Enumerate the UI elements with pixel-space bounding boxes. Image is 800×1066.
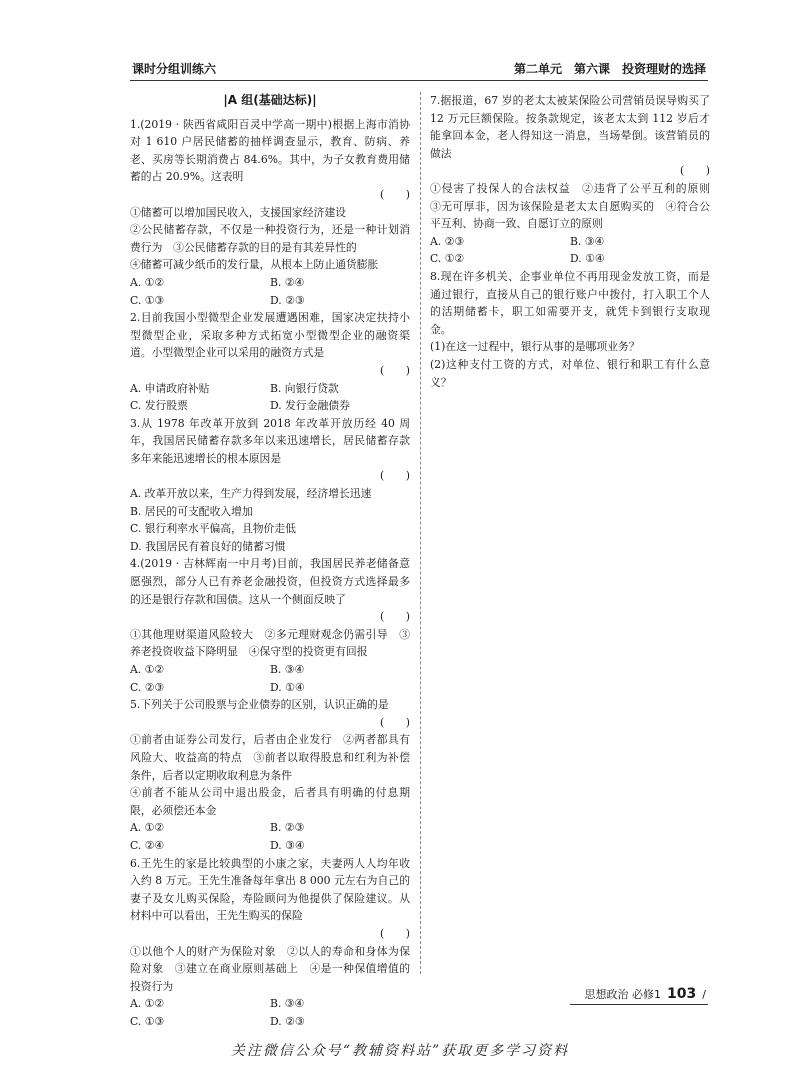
choice-option: A. ①② bbox=[130, 997, 165, 1011]
choice-option: D. ②③ bbox=[270, 1014, 305, 1028]
answer-blank: ( ) bbox=[379, 610, 410, 624]
choice-option: B. ②④ bbox=[270, 275, 305, 289]
choice-option: A. ①② bbox=[130, 663, 165, 676]
choice-option: C. ①② bbox=[430, 252, 465, 266]
answer-blank: ( ) bbox=[679, 164, 710, 178]
answer-blank: ( ) bbox=[379, 187, 410, 201]
choice-row bbox=[130, 837, 410, 855]
header-rule bbox=[130, 80, 708, 81]
choice-option: B. 向银行贷款 bbox=[270, 381, 339, 395]
choice-option: A. ①② bbox=[130, 275, 165, 289]
choice-option: D. 发行金融债券 bbox=[270, 399, 350, 413]
header-right-title: 第二单元 第六课 投资理财的选择 bbox=[513, 62, 706, 76]
right-question-list bbox=[430, 92, 721, 391]
footer-rule bbox=[570, 1004, 708, 1005]
choice-option: D. ①④ bbox=[270, 680, 305, 694]
option-statement: A. 改革开放以来，生产力得到发展，经济增长迅速 bbox=[130, 487, 372, 501]
choice-row bbox=[130, 274, 410, 292]
choice-row bbox=[130, 819, 410, 837]
footer bbox=[585, 986, 706, 1002]
choice-row bbox=[130, 995, 410, 1013]
choice-row bbox=[130, 679, 410, 697]
choice-row bbox=[430, 250, 710, 268]
footer-subject: 思想政治 必修1 bbox=[584, 988, 662, 1001]
option-statement: ①前者由证券公司发行，后者由企业发行 ②两者都具有风险大、收益高的特点 ③前者以取得股息和红利为补偿条件，后者以定期收取利息为条件 bbox=[130, 733, 410, 782]
question-item bbox=[130, 116, 410, 310]
option-statement: D. 我国居民有着良好的储蓄习惯 bbox=[130, 539, 286, 553]
choice-option: C. ①③ bbox=[130, 1014, 165, 1028]
question-item bbox=[130, 309, 410, 415]
option-statement: ④前者不能从公司中退出股金，后者具有明确的付息期限，必须偿还本金 bbox=[130, 786, 410, 817]
choice-option: B. ③④ bbox=[270, 663, 305, 676]
option-statement: ②公民储蓄存款，不仅是一种投资行为，还是一种计划消费行为 ③公民储蓄存款的目的是有其差异性的 bbox=[130, 223, 410, 254]
choice-option: B. ③④ bbox=[270, 997, 305, 1011]
choice-option: D. ③④ bbox=[270, 838, 305, 852]
option-statement: (1)在这一过程中，银行从事的是哪项业务？ bbox=[430, 340, 640, 354]
question-stem: 1.(2019 · 陕西省咸阳百灵中学高一期中)根据上海市消协对 1 610 户居民储蓄的抽样调查显示，教育、防病、养老、买房等长期消费占 84.6%。其中，为子女教育费用储蓄的占 20.9%。这表明 bbox=[130, 117, 410, 184]
choice-row bbox=[130, 661, 410, 679]
footer-slash: / bbox=[702, 988, 706, 1001]
option-statement: ④储蓄可减少纸币的发行量，从根本上防止通货膨胀 bbox=[130, 258, 379, 272]
choice-row bbox=[130, 292, 410, 310]
question-item bbox=[130, 555, 410, 696]
choice-option: A. 申请政府补贴 bbox=[130, 381, 210, 395]
option-statement: B. 居民的可支配收入增加 bbox=[130, 504, 253, 518]
choice-option: B. ②③ bbox=[270, 821, 305, 835]
choice-row bbox=[430, 233, 710, 251]
option-statement: ①其他理财渠道风险较大 ②多元理财观念仍需引导 ③养老投资收益下降明显 ④保守型的投资更有回报 bbox=[130, 627, 410, 659]
left-column bbox=[130, 92, 410, 1030]
question-item bbox=[130, 696, 410, 854]
choice-option: C. ①③ bbox=[130, 293, 165, 307]
answer-blank: ( ) bbox=[379, 715, 410, 729]
choice-row bbox=[130, 397, 410, 415]
question-item bbox=[130, 855, 410, 1031]
question-item bbox=[430, 92, 721, 268]
column-divider bbox=[420, 92, 421, 974]
question-stem: 2.目前我国小型微型企业发展遭遇困难，国家决定扶持小型微型企业，采取多种方式拓宽小型微型企业的融资渠道。小型微型企业可以采用的融资方式是 bbox=[130, 311, 410, 360]
question-stem: 3.从 1978 年改革开放到 2018 年改革开放历经 40 周年，我国居民储蓄存款多年以来迅速增长，居民储蓄存款多年来能迅速增长的根本原因是 bbox=[130, 416, 410, 465]
choice-row bbox=[130, 1013, 410, 1031]
answer-blank: ( ) bbox=[379, 469, 410, 483]
question-stem: 6.王先生的家是比较典型的小康之家，夫妻两人人均年收入约 8 万元。王先生准备每年拿出 8 000 元左右为自己的妻子及女儿购买保险，寿险顾问为他提供了保险建议。从材料中可以看出，王先生购买的保险 bbox=[130, 856, 410, 923]
question-stem: 8.现在许多机关、企事业单位不再用现金发放工资，而是通过银行，直接从自己的银行账户中拨付，打入职工个人的活期储蓄卡，职工如需要开支，就凭卡到银行支取现金。 bbox=[430, 269, 710, 336]
choice-option: C. ②③ bbox=[130, 680, 165, 694]
choice-option: D. ①④ bbox=[570, 252, 605, 266]
question-stem: 5.下列关于公司股票与企业债券的区别，认识正确的是 bbox=[130, 698, 389, 712]
right-column bbox=[430, 92, 721, 391]
choice-option: A. ②③ bbox=[430, 234, 465, 248]
option-statement: ①侵害了投保人的合法权益 ②违背了公平互利的原则 ③无可厚非，因为该保险是老太太自愿购买的 ④符合公平互利、协商一致、自愿订立的原则 bbox=[430, 181, 721, 231]
question-stem: 7.据报道，67 岁的老太太被某保险公司营销员误导购买了 12 万元巨额保险。按条款规定，该老太太到 112 岁后才能拿回本金，老人得知这一消息，当场晕倒。该营销员的做法 bbox=[430, 94, 710, 160]
page-number: 103 bbox=[667, 986, 697, 1002]
header-left-title: 课时分组训练六 bbox=[132, 62, 217, 76]
option-statement: (2)这种支付工资的方式，对单位、银行和职工有什么意义？ bbox=[430, 357, 710, 389]
choice-option: A. ①② bbox=[130, 821, 165, 835]
choice-option: B. ③④ bbox=[570, 234, 605, 248]
choice-option: D. ②③ bbox=[270, 293, 305, 307]
choice-option: C. 发行股票 bbox=[130, 399, 188, 413]
option-statement: ①储蓄可以增加国民收入，支援国家经济建设 bbox=[130, 205, 346, 219]
answer-blank: ( ) bbox=[379, 363, 410, 377]
answer-blank: ( ) bbox=[379, 926, 410, 940]
option-statement: C. 银行利率水平偏高，且物价走低 bbox=[130, 522, 296, 536]
option-statement: ①以他个人的财产为保险对象 ②以人的寿命和身体为保险对象 ③建立在商业原则基础上 ④是一种保值增值的投资行为 bbox=[130, 944, 410, 993]
choice-row bbox=[130, 380, 410, 398]
section-title: |A 组(基础达标)| bbox=[223, 93, 317, 107]
bottom-note: 关注微信公众号“教辅资料站”获取更多学习资料 bbox=[230, 1043, 570, 1059]
question-item bbox=[130, 415, 410, 556]
left-question-list bbox=[130, 116, 410, 1031]
question-stem: 4.(2019 · 吉林辉南一中月考)目前，我国居民养老储备意愿强烈，部分人已有养老金融投资，但投资方式选择最多的还是银行存款和国债。这从一个侧面反映了 bbox=[130, 557, 410, 606]
choice-option: C. ②④ bbox=[130, 838, 165, 852]
question-item bbox=[430, 268, 710, 391]
